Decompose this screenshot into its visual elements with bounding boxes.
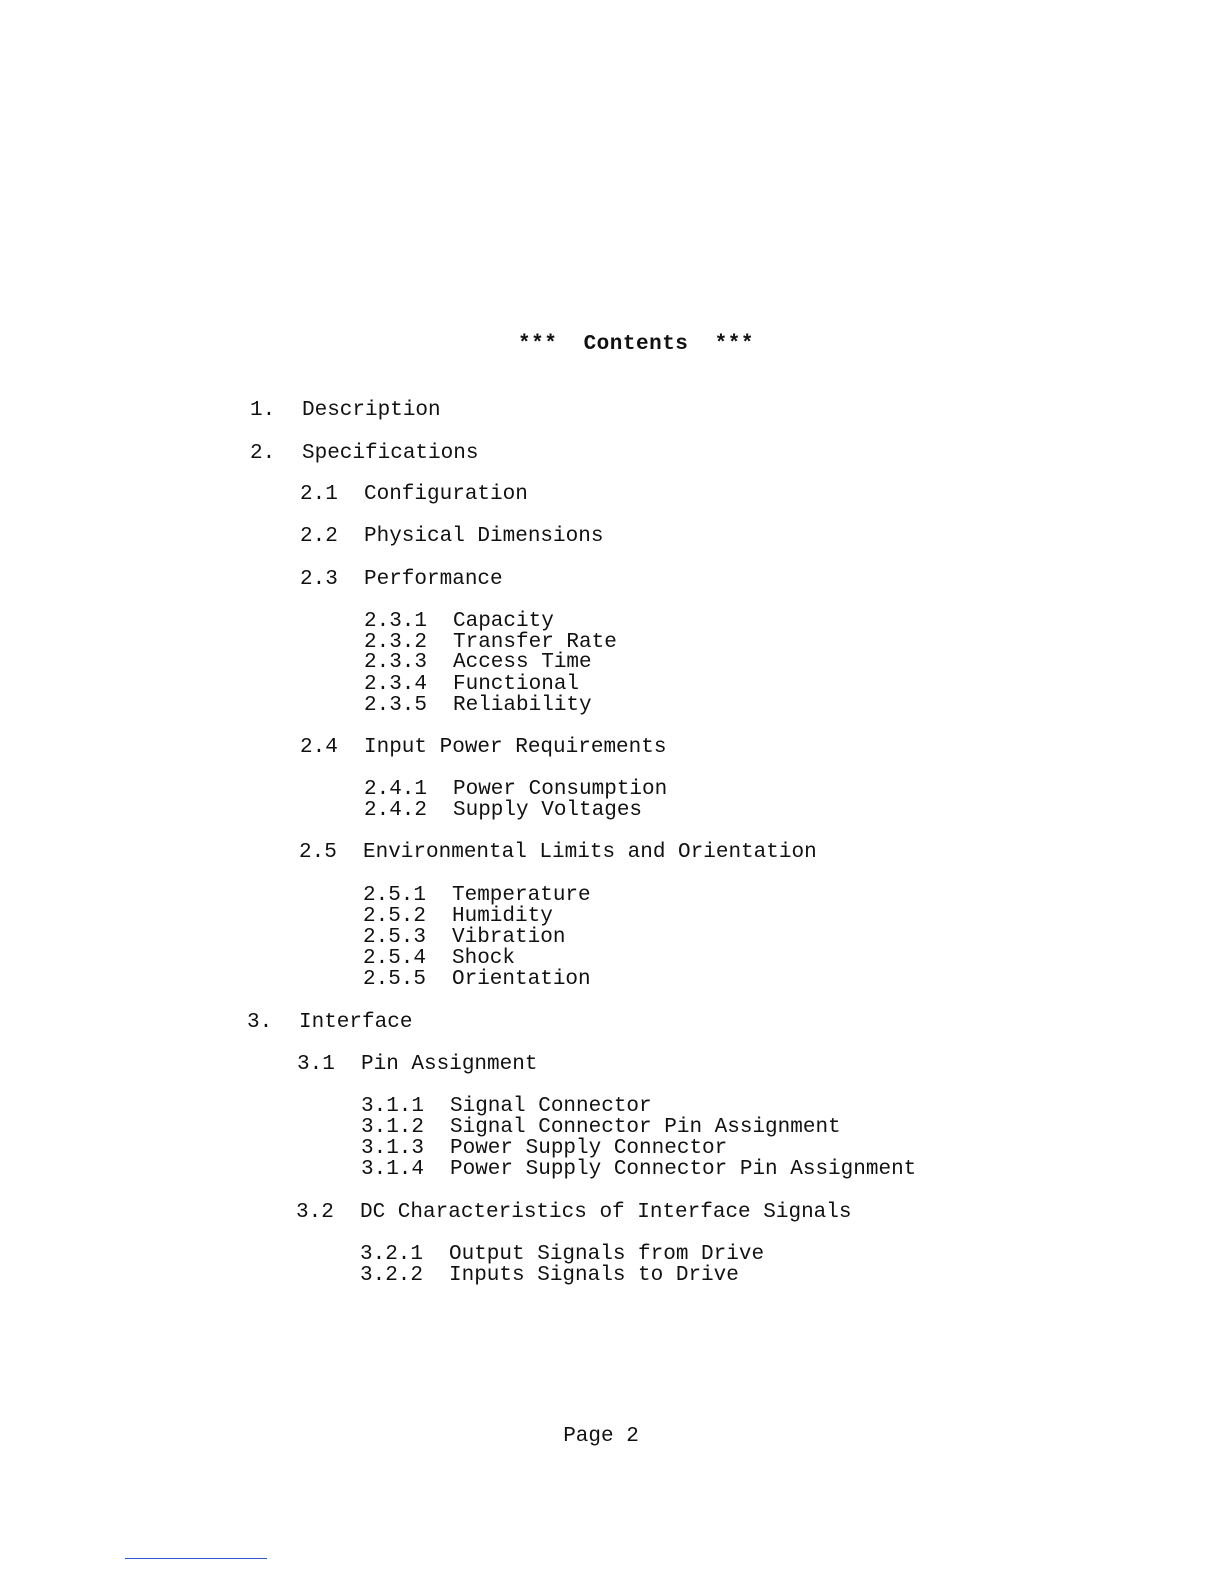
toc-entry-number: 2.5.5 — [363, 968, 427, 991]
toc-entry — [364, 674, 579, 695]
toc-entry-number: 2.3 — [300, 568, 338, 591]
toc-entry-title: Power Supply Connector Pin Assignment — [450, 1158, 917, 1181]
toc-entry-number: 2.5.2 — [363, 905, 427, 928]
toc-entry-number: 1. — [250, 399, 276, 422]
toc-entry-number: 3.2.1 — [360, 1243, 424, 1266]
toc-entry-number: 2.4 — [300, 736, 338, 759]
toc-entry — [363, 948, 515, 969]
toc-entry-title: Output Signals from Drive — [449, 1243, 765, 1266]
toc-entry — [364, 632, 617, 653]
toc-entry-title: DC Characteristics of Interface Signals — [360, 1201, 852, 1224]
toc-entry-title: Functional — [453, 673, 580, 696]
toc-entry — [299, 842, 817, 863]
toc-entry — [361, 1096, 652, 1117]
toc-entry — [363, 906, 553, 927]
toc-entry-title: Orientation — [452, 968, 591, 991]
toc-entry-number: 2.3.1 — [364, 610, 428, 633]
title-text: Contents — [583, 333, 689, 356]
toc-entry — [300, 526, 603, 547]
toc-entry-title: Interface — [299, 1011, 413, 1034]
toc-entry — [363, 969, 591, 990]
toc-entry-number: 3.2 — [296, 1201, 334, 1224]
toc-entry — [300, 484, 528, 505]
toc-entry-title: Pin Assignment — [361, 1053, 538, 1076]
toc-entry — [250, 400, 441, 421]
toc-entry-title: Temperature — [452, 884, 591, 907]
toc-entry-number: 2.2 — [300, 525, 338, 548]
toc-entry-number: 2.1 — [300, 483, 338, 506]
toc-entry — [364, 779, 667, 800]
toc-entry-number: 3. — [247, 1011, 273, 1034]
toc-entry-number: 2.3.2 — [364, 631, 428, 654]
toc-entry-title: Description — [302, 399, 441, 422]
toc-entry-number: 2.5.4 — [363, 947, 427, 970]
toc-entry — [360, 1244, 764, 1265]
toc-entry — [363, 927, 565, 948]
toc-entry — [297, 1054, 537, 1075]
toc-entry-title: Specifications — [302, 442, 479, 465]
toc-entry — [361, 1159, 916, 1180]
toc-entry — [300, 569, 503, 590]
toc-entry-title: Performance — [364, 568, 503, 591]
toc-entry — [363, 885, 591, 906]
toc-entry-number: 3.1.3 — [361, 1137, 425, 1160]
toc-entry-number: 2.5.3 — [363, 926, 427, 949]
toc-entry-title: Inputs Signals to Drive — [449, 1264, 739, 1287]
toc-entry-title: Vibration — [452, 926, 566, 949]
toc-entry — [361, 1138, 727, 1159]
footer-rule — [125, 1558, 267, 1559]
toc-entry — [364, 800, 642, 821]
toc-entry-title: Configuration — [364, 483, 528, 506]
toc-entry-number: 3.1.1 — [361, 1095, 425, 1118]
toc-entry — [250, 443, 478, 464]
toc-entry-title: Shock — [452, 947, 516, 970]
toc-entry — [364, 611, 554, 632]
toc-entry — [296, 1202, 851, 1223]
title-stars-right: *** — [714, 333, 754, 356]
page-title — [0, 333, 1224, 356]
toc-entry-number: 3.1 — [297, 1053, 335, 1076]
toc-entry-number: 3.2.2 — [360, 1264, 424, 1287]
toc-entry-number: 2.3.5 — [364, 694, 428, 717]
toc-entry-number: 2.3.4 — [364, 673, 428, 696]
toc-entry — [360, 1265, 739, 1286]
toc-entry-title: Humidity — [452, 905, 553, 928]
page-number: Page 2 — [563, 1425, 639, 1448]
toc-entry-title: Input Power Requirements — [364, 736, 667, 759]
toc-entry-title: Signal Connector Pin Assignment — [450, 1116, 841, 1139]
toc-entry-number: 2.5.1 — [363, 884, 427, 907]
toc-entry-title: Physical Dimensions — [364, 525, 604, 548]
toc-entry-title: Signal Connector — [450, 1095, 652, 1118]
toc-entry-number: 2.4.1 — [364, 778, 428, 801]
toc-entry-number: 2.5 — [299, 841, 337, 864]
toc-entry-number: 2.3.3 — [364, 651, 428, 674]
toc-entry-title: Power Consumption — [453, 778, 668, 801]
toc-entry-title: Transfer Rate — [453, 631, 617, 654]
toc-entry-title: Environmental Limits and Orientation — [363, 841, 817, 864]
toc-entry-number: 2. — [250, 442, 276, 465]
toc-entry-number: 3.1.2 — [361, 1116, 425, 1139]
toc-entry — [364, 695, 592, 716]
title-stars-left: *** — [518, 333, 558, 356]
toc-entry-title: Power Supply Connector — [450, 1137, 728, 1160]
toc-entry-number: 2.4.2 — [364, 799, 428, 822]
toc-entry-title: Access Time — [453, 651, 592, 674]
toc-entry-title: Capacity — [453, 610, 554, 633]
toc-entry-number: 3.1.4 — [361, 1158, 425, 1181]
toc-entry — [361, 1117, 841, 1138]
toc-entry — [364, 652, 592, 673]
toc-entry-title: Reliability — [453, 694, 592, 717]
toc-entry — [300, 737, 666, 758]
toc-entry — [247, 1012, 412, 1033]
toc-entry-title: Supply Voltages — [453, 799, 643, 822]
